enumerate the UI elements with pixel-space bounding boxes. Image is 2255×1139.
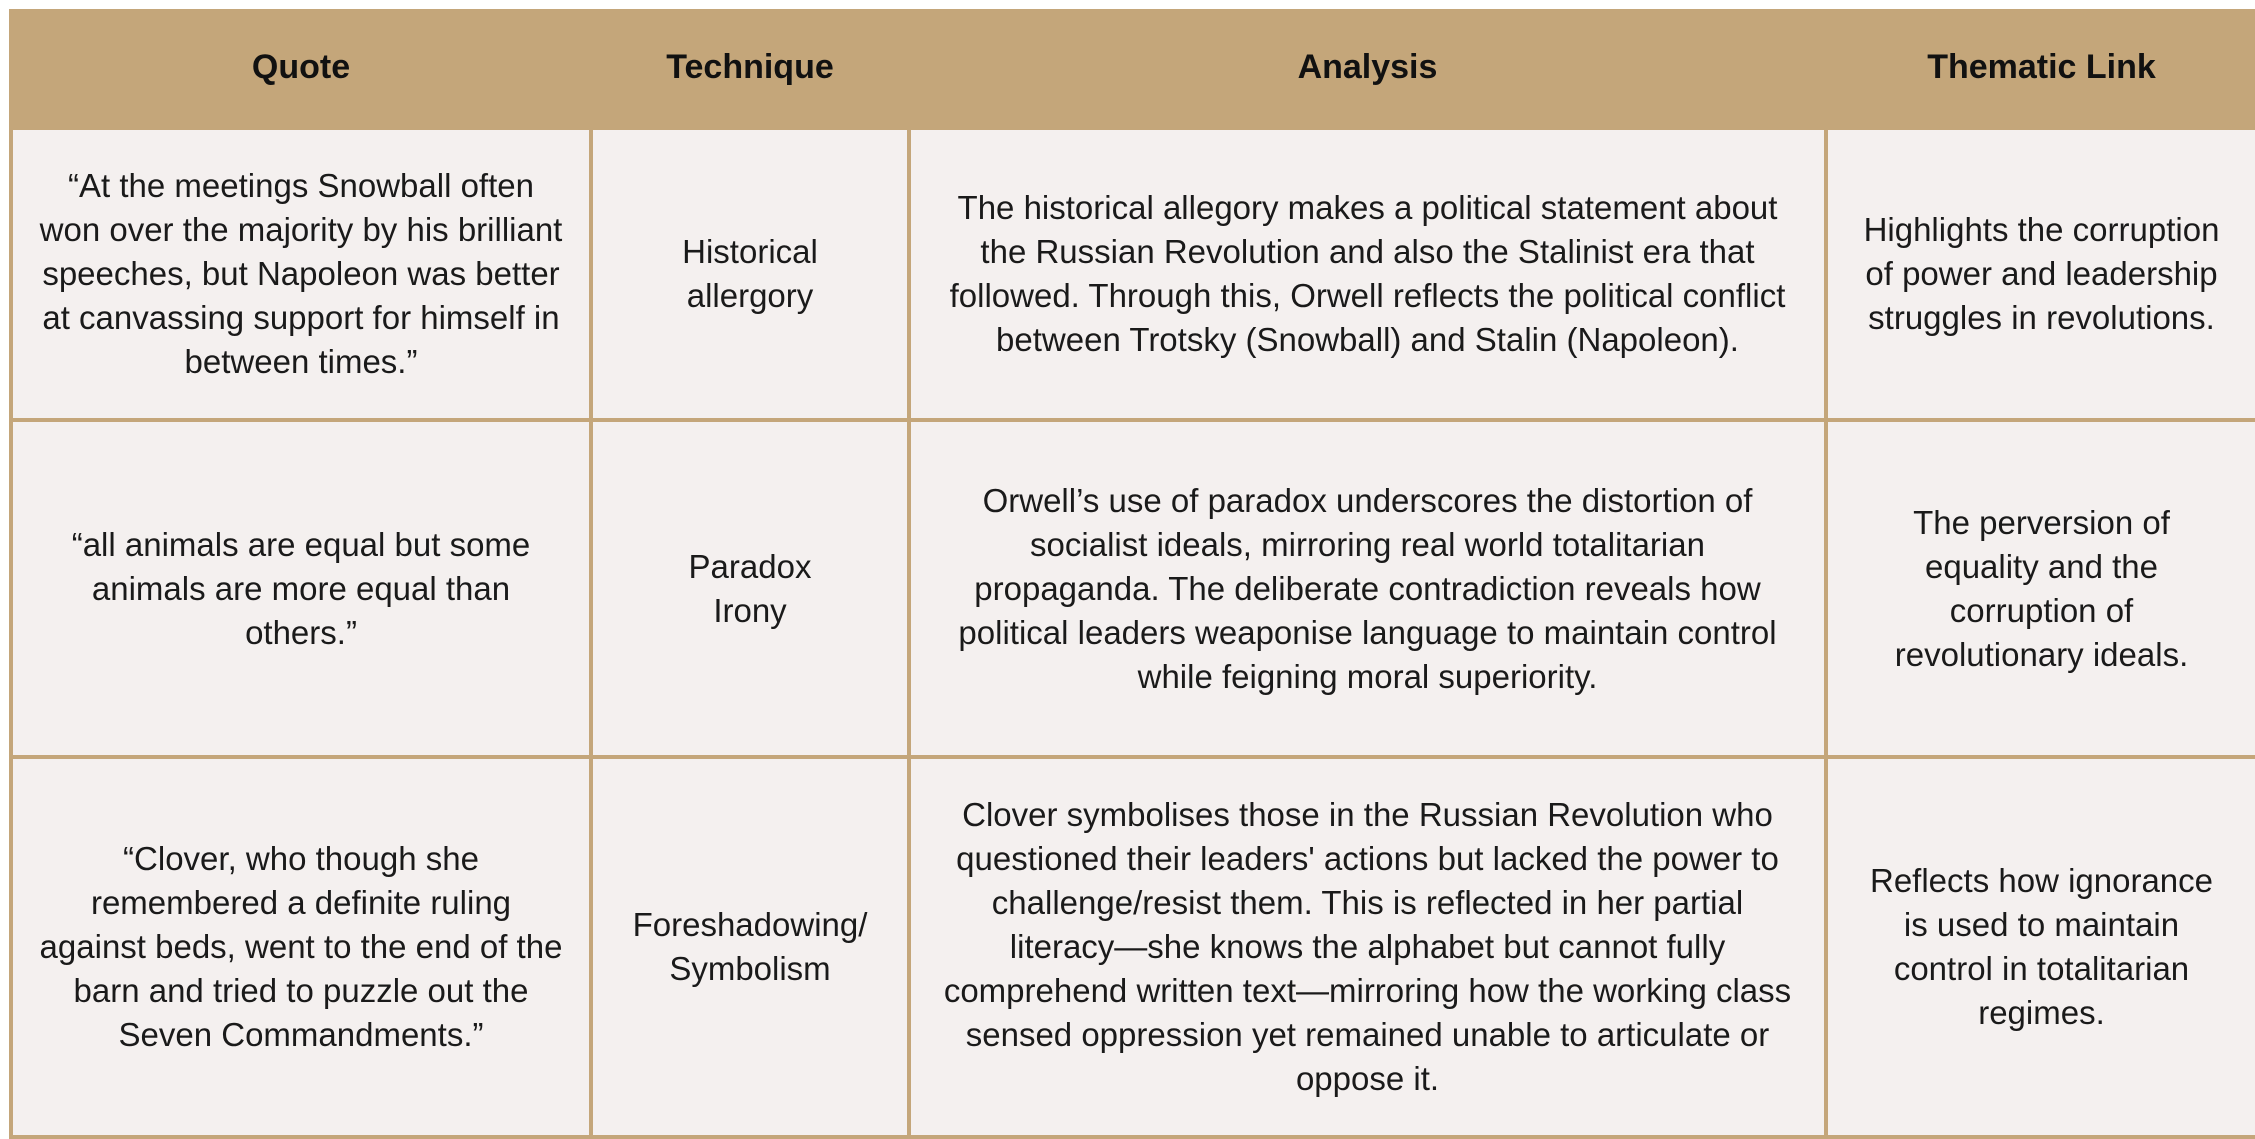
header-quote: Quote bbox=[11, 9, 591, 128]
analysis-cell: Clover symbolises those in the Russian Revolution who questioned their leaders' actions but lacked the power to challenge/resist them. This is reflected in her partial literacy—she knows the alphabet but cannot fully comprehend written text—mirroring how the working class sensed oppression yet remained unable to articulate or oppose it. bbox=[909, 757, 1826, 1137]
table-row bbox=[11, 128, 2255, 420]
quote-cell: “all animals are equal but some animals are more equal than others.” bbox=[11, 420, 591, 757]
quote-cell: “Clover, who though she remembered a definite ruling against beds, went to the end of the barn and tried to puzzle out the Seven Commandments.” bbox=[11, 757, 591, 1137]
header-technique: Technique bbox=[591, 9, 909, 128]
header-row bbox=[11, 9, 2255, 128]
technique-line: Paradox bbox=[688, 547, 812, 585]
technique-line: Foreshadowing/ bbox=[632, 906, 868, 943]
header-thematic-link: Thematic Link bbox=[1826, 9, 2255, 128]
table-row bbox=[11, 757, 2255, 1137]
technique-cell bbox=[591, 128, 909, 420]
analysis-cell: Orwell’s use of paradox underscores the distortion of socialist ideals, mirroring real world totalitarian propaganda. The deliberate contradiction reveals how political leaders weaponise language to maintain control while feigning moral superiority. bbox=[909, 420, 1826, 757]
technique-line: Irony bbox=[713, 591, 787, 629]
thematic-link-cell: The perversion of equality and the corruption of revolutionary ideals. bbox=[1826, 420, 2255, 757]
table-row bbox=[11, 420, 2255, 757]
quote-cell: “At the meetings Snowball often won over the majority by his brilliant speeches, but Napoleon was better at canvassing support for himself in between times.” bbox=[11, 128, 591, 420]
table-body bbox=[11, 128, 2255, 1137]
technique-cell bbox=[591, 420, 909, 757]
technique-line: allergory bbox=[686, 277, 814, 314]
technique-line: Symbolism bbox=[669, 950, 831, 987]
thematic-link-cell: Highlights the corruption of power and leadership struggles in revolutions. bbox=[1826, 128, 2255, 420]
technique-line: Historical bbox=[682, 233, 818, 270]
analysis-table bbox=[9, 9, 2255, 1139]
analysis-table-container bbox=[9, 9, 2255, 1139]
thematic-link-cell: Reflects how ignorance is used to maintain control in totalitarian regimes. bbox=[1826, 757, 2255, 1137]
analysis-cell: The historical allegory makes a political statement about the Russian Revolution and also the Stalinist era that followed. Through this, Orwell reflects the political conflict between Trotsky (Snowball) and Stalin (Napoleon). bbox=[909, 128, 1826, 420]
technique-cell bbox=[591, 757, 909, 1137]
header-analysis: Analysis bbox=[909, 9, 1826, 128]
table-header bbox=[11, 9, 2255, 128]
